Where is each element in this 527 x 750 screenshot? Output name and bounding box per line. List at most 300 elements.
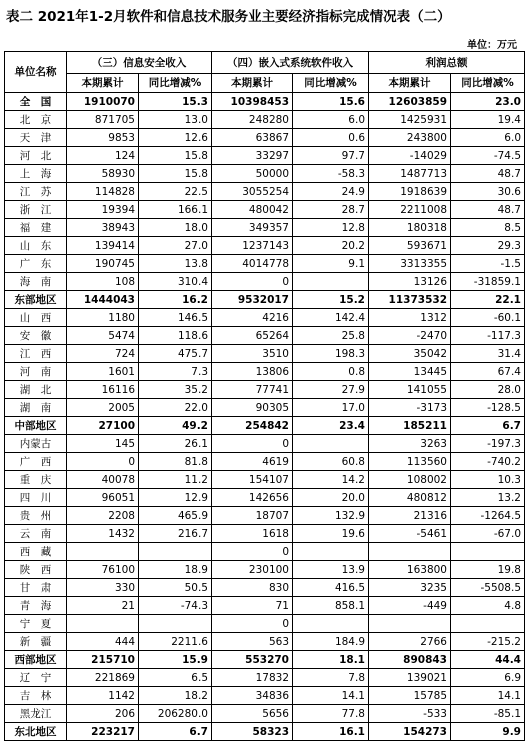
cumulative-value-cell xyxy=(67,615,139,633)
table-row-subtotal xyxy=(5,291,525,309)
table-row xyxy=(5,633,525,651)
cumulative-value-cell: 0 xyxy=(212,435,293,453)
yoy-change-cell: 15.8 xyxy=(139,147,212,165)
table-row xyxy=(5,525,525,543)
cumulative-value-cell: 13445 xyxy=(369,363,451,381)
cumulative-value-cell: 1444043 xyxy=(67,291,139,309)
yoy-change-cell: 465.9 xyxy=(139,507,212,525)
yoy-change-cell: 6.7 xyxy=(139,723,212,741)
cumulative-value-cell: 330 xyxy=(67,579,139,597)
header-sub-yoy: 同比增减% xyxy=(139,74,212,93)
yoy-change-cell: 26.1 xyxy=(139,435,212,453)
region-name-cell: 东部地区 xyxy=(5,291,67,309)
region-name-cell: 海 南 xyxy=(5,273,67,291)
cumulative-value-cell: 2005 xyxy=(67,399,139,417)
yoy-change-cell: -1264.5 xyxy=(451,507,525,525)
region-name-cell: 四 川 xyxy=(5,489,67,507)
cumulative-value-cell: 2208 xyxy=(67,507,139,525)
header-group-embedded-software: （四）嵌入式系统软件收入 xyxy=(212,52,369,74)
yoy-change-cell: 14.2 xyxy=(293,471,369,489)
region-name-cell: 云 南 xyxy=(5,525,67,543)
yoy-change-cell: 18.2 xyxy=(139,687,212,705)
table-row xyxy=(5,615,525,633)
cumulative-value-cell: 254842 xyxy=(212,417,293,435)
cumulative-value-cell: 141055 xyxy=(369,381,451,399)
region-name-cell: 吉 林 xyxy=(5,687,67,705)
region-name-cell: 青 海 xyxy=(5,597,67,615)
cumulative-value-cell: 1432 xyxy=(67,525,139,543)
region-name-cell: 新 疆 xyxy=(5,633,67,651)
cumulative-value-cell: 349357 xyxy=(212,219,293,237)
cumulative-value-cell: 1910070 xyxy=(67,93,139,111)
cumulative-value-cell: 154107 xyxy=(212,471,293,489)
region-name-cell: 江 西 xyxy=(5,345,67,363)
yoy-change-cell: 184.9 xyxy=(293,633,369,651)
cumulative-value-cell: 38943 xyxy=(67,219,139,237)
yoy-change-cell xyxy=(293,273,369,291)
cumulative-value-cell: 65264 xyxy=(212,327,293,345)
yoy-change-cell: -74.3 xyxy=(139,597,212,615)
yoy-change-cell: 142.4 xyxy=(293,309,369,327)
cumulative-value-cell: 5474 xyxy=(67,327,139,345)
cumulative-value-cell: 0 xyxy=(212,615,293,633)
cumulative-value-cell: 4216 xyxy=(212,309,293,327)
yoy-change-cell: -197.3 xyxy=(451,435,525,453)
cumulative-value-cell: 0 xyxy=(212,273,293,291)
cumulative-value-cell: 1142 xyxy=(67,687,139,705)
yoy-change-cell: 18.1 xyxy=(293,651,369,669)
region-name-cell: 贵 州 xyxy=(5,507,67,525)
yoy-change-cell: -1.5 xyxy=(451,255,525,273)
yoy-change-cell: 7.8 xyxy=(293,669,369,687)
cumulative-value-cell: 13126 xyxy=(369,273,451,291)
yoy-change-cell: -128.5 xyxy=(451,399,525,417)
table-row xyxy=(5,453,525,471)
cumulative-value-cell: 3510 xyxy=(212,345,293,363)
cumulative-value-cell: 5656 xyxy=(212,705,293,723)
header-sub-cumulative: 本期累计 xyxy=(212,74,293,93)
yoy-change-cell: -67.0 xyxy=(451,525,525,543)
cumulative-value-cell: 11373532 xyxy=(369,291,451,309)
table-row xyxy=(5,507,525,525)
yoy-change-cell: -60.1 xyxy=(451,309,525,327)
yoy-change-cell: -58.3 xyxy=(293,165,369,183)
yoy-change-cell: 18.9 xyxy=(139,561,212,579)
cumulative-value-cell: 15785 xyxy=(369,687,451,705)
yoy-change-cell: 9.1 xyxy=(293,255,369,273)
region-name-cell: 辽 宁 xyxy=(5,669,67,687)
cumulative-value-cell: 50000 xyxy=(212,165,293,183)
yoy-change-cell: 0.6 xyxy=(293,129,369,147)
region-name-cell: 宁 夏 xyxy=(5,615,67,633)
yoy-change-cell: 25.8 xyxy=(293,327,369,345)
cumulative-value-cell: 480812 xyxy=(369,489,451,507)
table-row xyxy=(5,147,525,165)
cumulative-value-cell: 3235 xyxy=(369,579,451,597)
cumulative-value-cell: 108002 xyxy=(369,471,451,489)
yoy-change-cell: -117.3 xyxy=(451,327,525,345)
cumulative-value-cell: 163800 xyxy=(369,561,451,579)
yoy-change-cell: 16.2 xyxy=(139,291,212,309)
table-row xyxy=(5,399,525,417)
yoy-change-cell: 97.7 xyxy=(293,147,369,165)
cumulative-value-cell: 63867 xyxy=(212,129,293,147)
yoy-change-cell: 48.7 xyxy=(451,201,525,219)
cumulative-value-cell: -2470 xyxy=(369,327,451,345)
region-name-cell: 内蒙古 xyxy=(5,435,67,453)
yoy-change-cell: 16.1 xyxy=(293,723,369,741)
cumulative-value-cell: 1180 xyxy=(67,309,139,327)
cumulative-value-cell xyxy=(67,543,139,561)
cumulative-value-cell: 77741 xyxy=(212,381,293,399)
cumulative-value-cell: 12603859 xyxy=(369,93,451,111)
cumulative-value-cell: 3313355 xyxy=(369,255,451,273)
cumulative-value-cell: 40078 xyxy=(67,471,139,489)
yoy-change-cell xyxy=(293,615,369,633)
yoy-change-cell: -85.1 xyxy=(451,705,525,723)
table-row xyxy=(5,219,525,237)
yoy-change-cell: 12.9 xyxy=(139,489,212,507)
table-row xyxy=(5,183,525,201)
cumulative-value-cell: 724 xyxy=(67,345,139,363)
cumulative-value-cell: 444 xyxy=(67,633,139,651)
table-row xyxy=(5,687,525,705)
cumulative-value-cell: 223217 xyxy=(67,723,139,741)
cumulative-value-cell: 154273 xyxy=(369,723,451,741)
region-name-cell: 山 东 xyxy=(5,237,67,255)
cumulative-value-cell: 35042 xyxy=(369,345,451,363)
cumulative-value-cell: 4014778 xyxy=(212,255,293,273)
yoy-change-cell: -5508.5 xyxy=(451,579,525,597)
cumulative-value-cell: -449 xyxy=(369,597,451,615)
yoy-change-cell: 22.1 xyxy=(451,291,525,309)
cumulative-value-cell: 1601 xyxy=(67,363,139,381)
yoy-change-cell: 7.3 xyxy=(139,363,212,381)
table-row xyxy=(5,471,525,489)
yoy-change-cell: 11.2 xyxy=(139,471,212,489)
yoy-change-cell: 132.9 xyxy=(293,507,369,525)
cumulative-value-cell: 230100 xyxy=(212,561,293,579)
region-name-cell: 重 庆 xyxy=(5,471,67,489)
yoy-change-cell: 216.7 xyxy=(139,525,212,543)
yoy-change-cell: 23.4 xyxy=(293,417,369,435)
table-row xyxy=(5,381,525,399)
yoy-change-cell: 6.9 xyxy=(451,669,525,687)
yoy-change-cell: 6.7 xyxy=(451,417,525,435)
yoy-change-cell: 6.0 xyxy=(293,111,369,129)
cumulative-value-cell: 480042 xyxy=(212,201,293,219)
yoy-change-cell: 4.8 xyxy=(451,597,525,615)
cumulative-value-cell: 21 xyxy=(67,597,139,615)
cumulative-value-cell xyxy=(369,615,451,633)
cumulative-value-cell: 2211008 xyxy=(369,201,451,219)
cumulative-value-cell: 243800 xyxy=(369,129,451,147)
region-name-cell: 西 藏 xyxy=(5,543,67,561)
region-name-cell: 甘 肃 xyxy=(5,579,67,597)
yoy-change-cell: 13.8 xyxy=(139,255,212,273)
yoy-change-cell: 15.9 xyxy=(139,651,212,669)
yoy-change-cell: 30.6 xyxy=(451,183,525,201)
cumulative-value-cell: 1918639 xyxy=(369,183,451,201)
yoy-change-cell: 14.1 xyxy=(293,687,369,705)
table-row-subtotal xyxy=(5,723,525,741)
table-row xyxy=(5,111,525,129)
unit-label: 单位：万元 xyxy=(467,40,517,51)
yoy-change-cell: 9.9 xyxy=(451,723,525,741)
yoy-change-cell: 44.4 xyxy=(451,651,525,669)
yoy-change-cell: 31.4 xyxy=(451,345,525,363)
region-name-cell: 安 徽 xyxy=(5,327,67,345)
cumulative-value-cell: 108 xyxy=(67,273,139,291)
cumulative-value-cell: 58323 xyxy=(212,723,293,741)
yoy-change-cell: 12.8 xyxy=(293,219,369,237)
cumulative-value-cell: 1618 xyxy=(212,525,293,543)
region-name-cell: 广 东 xyxy=(5,255,67,273)
yoy-change-cell xyxy=(293,543,369,561)
yoy-change-cell: 29.3 xyxy=(451,237,525,255)
cumulative-value-cell: 206 xyxy=(67,705,139,723)
table-row xyxy=(5,705,525,723)
yoy-change-cell: 27.9 xyxy=(293,381,369,399)
yoy-change-cell: 15.6 xyxy=(293,93,369,111)
cumulative-value-cell: 248280 xyxy=(212,111,293,129)
yoy-change-cell: -74.5 xyxy=(451,147,525,165)
yoy-change-cell: 17.0 xyxy=(293,399,369,417)
yoy-change-cell: 27.0 xyxy=(139,237,212,255)
yoy-change-cell: 15.3 xyxy=(139,93,212,111)
yoy-change-cell: 858.1 xyxy=(293,597,369,615)
region-name-cell: 西部地区 xyxy=(5,651,67,669)
cumulative-value-cell: 3263 xyxy=(369,435,451,453)
yoy-change-cell: -740.2 xyxy=(451,453,525,471)
cumulative-value-cell: 21316 xyxy=(369,507,451,525)
cumulative-value-cell: 96051 xyxy=(67,489,139,507)
cumulative-value-cell: 17832 xyxy=(212,669,293,687)
yoy-change-cell: 77.8 xyxy=(293,705,369,723)
yoy-change-cell: 416.5 xyxy=(293,579,369,597)
yoy-change-cell: 20.2 xyxy=(293,237,369,255)
yoy-change-cell: 22.5 xyxy=(139,183,212,201)
cumulative-value-cell: 563 xyxy=(212,633,293,651)
cumulative-value-cell: 553270 xyxy=(212,651,293,669)
yoy-change-cell: 6.0 xyxy=(451,129,525,147)
yoy-change-cell: 28.0 xyxy=(451,381,525,399)
region-name-cell: 浙 江 xyxy=(5,201,67,219)
table-row-subtotal xyxy=(5,651,525,669)
cumulative-value-cell: 13806 xyxy=(212,363,293,381)
yoy-change-cell xyxy=(139,615,212,633)
cumulative-value-cell: 593671 xyxy=(369,237,451,255)
cumulative-value-cell: 34836 xyxy=(212,687,293,705)
cumulative-value-cell: 16116 xyxy=(67,381,139,399)
region-name-cell: 陕 西 xyxy=(5,561,67,579)
yoy-change-cell: 10.3 xyxy=(451,471,525,489)
region-name-cell: 天 津 xyxy=(5,129,67,147)
region-name-cell: 黑龙江 xyxy=(5,705,67,723)
yoy-change-cell: 60.8 xyxy=(293,453,369,471)
yoy-change-cell: 22.0 xyxy=(139,399,212,417)
table-row xyxy=(5,561,525,579)
yoy-change-cell: 12.6 xyxy=(139,129,212,147)
cumulative-value-cell: 215710 xyxy=(67,651,139,669)
table-row xyxy=(5,255,525,273)
table-row xyxy=(5,201,525,219)
header-sub-cumulative: 本期累计 xyxy=(369,74,451,93)
cumulative-value-cell: 18707 xyxy=(212,507,293,525)
yoy-change-cell: 15.2 xyxy=(293,291,369,309)
yoy-change-cell: 13.2 xyxy=(451,489,525,507)
cumulative-value-cell: 58930 xyxy=(67,165,139,183)
yoy-change-cell: 6.5 xyxy=(139,669,212,687)
table-row xyxy=(5,597,525,615)
table-body xyxy=(5,93,525,741)
economic-indicators-table xyxy=(4,51,525,741)
yoy-change-cell: 310.4 xyxy=(139,273,212,291)
yoy-change-cell: 118.6 xyxy=(139,327,212,345)
cumulative-value-cell: 19394 xyxy=(67,201,139,219)
header-region: 单位名称 xyxy=(5,52,67,93)
cumulative-value-cell: 1237143 xyxy=(212,237,293,255)
region-name-cell: 上 海 xyxy=(5,165,67,183)
table-row xyxy=(5,363,525,381)
table-row xyxy=(5,327,525,345)
yoy-change-cell: 19.6 xyxy=(293,525,369,543)
table-row-subtotal xyxy=(5,417,525,435)
yoy-change-cell: 206280.0 xyxy=(139,705,212,723)
yoy-change-cell: 28.7 xyxy=(293,201,369,219)
header-group-total-profit: 利润总额 xyxy=(369,52,525,74)
cumulative-value-cell: 890843 xyxy=(369,651,451,669)
cumulative-value-cell: 71 xyxy=(212,597,293,615)
cumulative-value-cell: 830 xyxy=(212,579,293,597)
yoy-change-cell xyxy=(451,615,525,633)
region-name-cell: 中部地区 xyxy=(5,417,67,435)
yoy-change-cell: 23.0 xyxy=(451,93,525,111)
table-row xyxy=(5,309,525,327)
table-row xyxy=(5,273,525,291)
cumulative-value-cell: -533 xyxy=(369,705,451,723)
cumulative-value-cell: -3173 xyxy=(369,399,451,417)
cumulative-value-cell: 142656 xyxy=(212,489,293,507)
table-row xyxy=(5,237,525,255)
cumulative-value-cell: -5461 xyxy=(369,525,451,543)
yoy-change-cell: 15.8 xyxy=(139,165,212,183)
cumulative-value-cell: 113560 xyxy=(369,453,451,471)
yoy-change-cell: -31859.1 xyxy=(451,273,525,291)
cumulative-value-cell: 139021 xyxy=(369,669,451,687)
region-name-cell: 河 北 xyxy=(5,147,67,165)
yoy-change-cell: 146.5 xyxy=(139,309,212,327)
table-row xyxy=(5,435,525,453)
yoy-change-cell: 0.8 xyxy=(293,363,369,381)
cumulative-value-cell: 90305 xyxy=(212,399,293,417)
cumulative-value-cell: 33297 xyxy=(212,147,293,165)
region-name-cell: 湖 南 xyxy=(5,399,67,417)
region-name-cell: 江 苏 xyxy=(5,183,67,201)
table-row xyxy=(5,543,525,561)
yoy-change-cell: 24.9 xyxy=(293,183,369,201)
table-title: 表二 2021年1-2月软件和信息技术服务业主要经济指标完成情况表（二） xyxy=(6,9,451,25)
table-row xyxy=(5,129,525,147)
cumulative-value-cell: 185211 xyxy=(369,417,451,435)
table-row-subtotal xyxy=(5,93,525,111)
region-name-cell: 山 西 xyxy=(5,309,67,327)
yoy-change-cell: 49.2 xyxy=(139,417,212,435)
table-row xyxy=(5,165,525,183)
cumulative-value-cell xyxy=(369,543,451,561)
cumulative-value-cell: 221869 xyxy=(67,669,139,687)
yoy-change-cell: 18.0 xyxy=(139,219,212,237)
cumulative-value-cell: 180318 xyxy=(369,219,451,237)
yoy-change-cell: 19.8 xyxy=(451,561,525,579)
table-row xyxy=(5,669,525,687)
table-row xyxy=(5,489,525,507)
cumulative-value-cell: 27100 xyxy=(67,417,139,435)
yoy-change-cell: 8.5 xyxy=(451,219,525,237)
yoy-change-cell: 475.7 xyxy=(139,345,212,363)
yoy-change-cell: 14.1 xyxy=(451,687,525,705)
cumulative-value-cell: 9532017 xyxy=(212,291,293,309)
region-name-cell: 全 国 xyxy=(5,93,67,111)
header-sub-cumulative: 本期累计 xyxy=(67,74,139,93)
yoy-change-cell: 81.8 xyxy=(139,453,212,471)
cumulative-value-cell: 0 xyxy=(67,453,139,471)
yoy-change-cell xyxy=(451,543,525,561)
header-group-info-security: （三）信息安全收入 xyxy=(67,52,212,74)
yoy-change-cell: 13.9 xyxy=(293,561,369,579)
yoy-change-cell: 198.3 xyxy=(293,345,369,363)
cumulative-value-cell: 1425931 xyxy=(369,111,451,129)
cumulative-value-cell: 114828 xyxy=(67,183,139,201)
table-row xyxy=(5,579,525,597)
header-row-subcolumns xyxy=(5,74,525,93)
cumulative-value-cell: 190745 xyxy=(67,255,139,273)
cumulative-value-cell: 3055254 xyxy=(212,183,293,201)
header-row-groups xyxy=(5,52,525,74)
cumulative-value-cell: 124 xyxy=(67,147,139,165)
cumulative-value-cell: 9853 xyxy=(67,129,139,147)
cumulative-value-cell: 145 xyxy=(67,435,139,453)
yoy-change-cell: 13.0 xyxy=(139,111,212,129)
cumulative-value-cell: -14029 xyxy=(369,147,451,165)
cumulative-value-cell: 1487713 xyxy=(369,165,451,183)
yoy-change-cell: 2211.6 xyxy=(139,633,212,651)
table-row xyxy=(5,345,525,363)
yoy-change-cell: 35.2 xyxy=(139,381,212,399)
yoy-change-cell: -215.2 xyxy=(451,633,525,651)
region-name-cell: 河 南 xyxy=(5,363,67,381)
yoy-change-cell xyxy=(293,435,369,453)
region-name-cell: 北 京 xyxy=(5,111,67,129)
region-name-cell: 东北地区 xyxy=(5,723,67,741)
yoy-change-cell: 166.1 xyxy=(139,201,212,219)
cumulative-value-cell: 0 xyxy=(212,543,293,561)
cumulative-value-cell: 1312 xyxy=(369,309,451,327)
cumulative-value-cell: 10398453 xyxy=(212,93,293,111)
cumulative-value-cell: 76100 xyxy=(67,561,139,579)
header-sub-yoy: 同比增减% xyxy=(293,74,369,93)
yoy-change-cell xyxy=(139,543,212,561)
yoy-change-cell: 50.5 xyxy=(139,579,212,597)
yoy-change-cell: 67.4 xyxy=(451,363,525,381)
yoy-change-cell: 48.7 xyxy=(451,165,525,183)
header-sub-yoy: 同比增减% xyxy=(451,74,525,93)
cumulative-value-cell: 871705 xyxy=(67,111,139,129)
yoy-change-cell: 20.0 xyxy=(293,489,369,507)
cumulative-value-cell: 139414 xyxy=(67,237,139,255)
cumulative-value-cell: 4619 xyxy=(212,453,293,471)
cumulative-value-cell: 2766 xyxy=(369,633,451,651)
